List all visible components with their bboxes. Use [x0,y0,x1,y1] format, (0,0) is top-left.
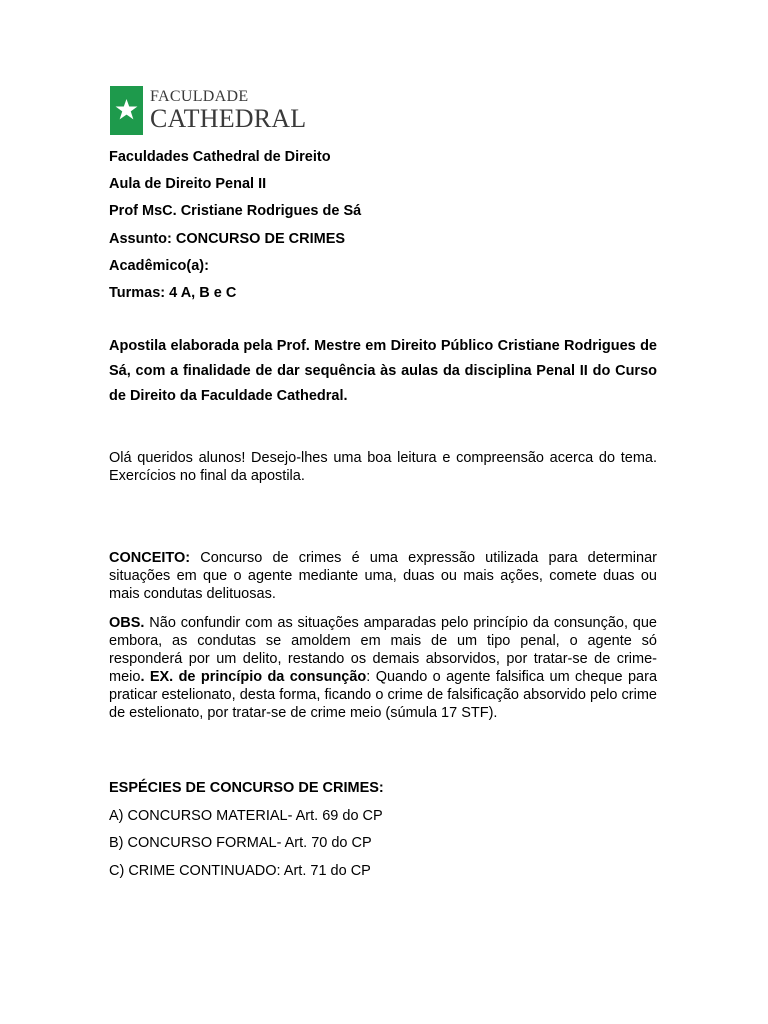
header-student: Acadêmico(a): [109,257,209,274]
star-icon [110,86,143,135]
species-section [109,779,659,889]
intro-paragraph: Apostila elaborada pela Prof. Mestre em Direito Público Cristiane Rodrigues de Sá, com a finalidade de dar sequência às aulas da disciplina Penal II do Curso de Direito da Faculdade Cathedral. [109,338,657,404]
logo-line1: FACULDADE [150,88,249,105]
species-item: A) CONCURSO MATERIAL- Art. 69 do CP [109,807,383,824]
obs-text-1: Não confundir com as situações amparadas pelo princípio da consunção, que embora, as condutas se amoldem em mais de um tipo penal, o agente só responderá por um delito, restando os demais absorvidos, por tratar-se de crime-meio [109,615,657,685]
concept-paragraph [109,549,657,603]
header-course: Aula de Direito Penal II [109,176,267,193]
greeting-paragraph: Olá queridos alunos! Desejo-lhes uma boa leitura e compreensão acerca do tema. Exercícios no final da apostila. [109,450,657,484]
obs-text-2: : Quando o agente falsifica um cheque para praticar estelionato, desta forma, ficando o crime de falsificação absorvido pelo crime de estelionato, por tratar-se de crime meio (súmula 17 STF). [109,669,658,721]
header-subject: Assunto: CONCURSO DE CRIMES [109,230,346,247]
concept-text: Concurso de crimes é uma expressão utilizada para determinar situações em que o agente mediante uma, duas ou mais ações, comete duas ou mais condutas delituosas. [109,550,657,602]
header-professor: Prof MsC. Cristiane Rodrigues de Sá [109,203,362,220]
obs-paragraph [109,614,657,722]
obs-example-label: . EX. de princípio da consunção [140,669,367,685]
faculdade-logo [110,86,306,135]
document-header [109,148,659,311]
header-classes: Turmas: 4 A, B e C [109,284,237,301]
species-item: C) CRIME CONTINUADO: Art. 71 do CP [109,862,371,879]
obs-label: OBS. [109,615,145,631]
logo-line2: CATHEDRAL [150,104,307,133]
logo-wordmark [150,89,306,132]
header-institution: Faculdades Cathedral de Direito [109,149,331,165]
species-item: B) CONCURSO FORMAL- Art. 70 do CP [109,835,372,851]
species-title: ESPÉCIES DE CONCURSO DE CRIMES: [109,780,384,796]
concept-label: CONCEITO: [109,550,191,566]
